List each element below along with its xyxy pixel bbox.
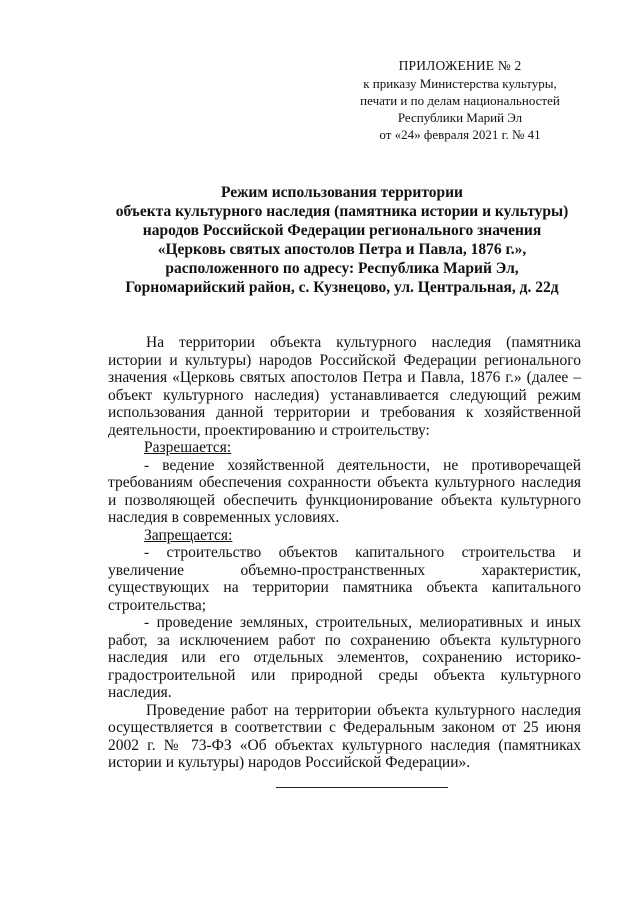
closing-paragraph: Проведение работ на территории объекта культурного наследия осуществляется в соответствии с Федеральным законом от 25 июня 2002 г. № 73-ФЗ «Об объектах культурного наследия (памятниках истории и культуры) народов Российской Федерации». <box>108 701 581 771</box>
forbidden-heading: Запрещается: <box>144 526 233 544</box>
appendix-line: Республики Марий Эл <box>397 110 523 125</box>
appendix-line: печати и по делам национальностей <box>360 93 560 108</box>
appendix-line: к приказу Министерства культуры, <box>363 76 557 91</box>
document-body <box>108 334 581 772</box>
allowed-heading: Разрешается: <box>144 439 232 456</box>
document-title <box>88 183 596 297</box>
title-line: Горномарийский район, с. Кузнецово, ул. Центральная, д. 22д <box>125 279 559 296</box>
allowed-heading-row <box>108 439 581 457</box>
appendix-title: ПРИЛОЖЕНИЕ № 2 <box>398 58 522 73</box>
forbidden-heading-row <box>108 527 581 545</box>
intro-paragraph: На территории объекта культурного наследия (памятника истории и культуры) народов Российской Федерации регионального значения «Церковь святых апостолов Петра и Павла, 1876 г.» (далее – объект культурного наследия) устанавливается следующий режим использования данной территории и требования к хозяйственной деятельности, проектированию и строительству: <box>108 334 581 439</box>
allowed-item: - ведение хозяйственной деятельности, не противоречащей требованиям обеспечения сохранности объекта культурного наследия и позволяющей обеспечить функционирование объекта культурного наследия в современных условиях. <box>108 456 581 526</box>
appendix-header <box>340 57 580 143</box>
title-line: расположенного по адресу: Республика Марий Эл, <box>165 260 519 277</box>
title-line: «Церковь святых апостолов Петра и Павла, 1876 г.», <box>157 241 527 258</box>
title-line: Режим использования территории <box>221 184 463 201</box>
title-line: народов Российской Федерации регионального значения <box>142 222 542 239</box>
forbidden-item: - строительство объектов капитального строительства и увеличение объемно-пространственных характеристик, существующих на территории памятника объекта капитального строительства; <box>108 544 581 614</box>
appendix-line: от «24» февраля 2021 г. № 41 <box>379 127 541 142</box>
forbidden-item: - проведение земляных, строительных, мелиоративных и иных работ, за исключением работ по сохранению объекта культурного наследия или его отдельных элементов, сохранению историко-градостроительной или природной среды объекта культурного наследия. <box>108 614 581 701</box>
title-line: объекта культурного наследия (памятника истории и культуры) <box>115 203 569 220</box>
closing-divider-line <box>276 787 448 788</box>
